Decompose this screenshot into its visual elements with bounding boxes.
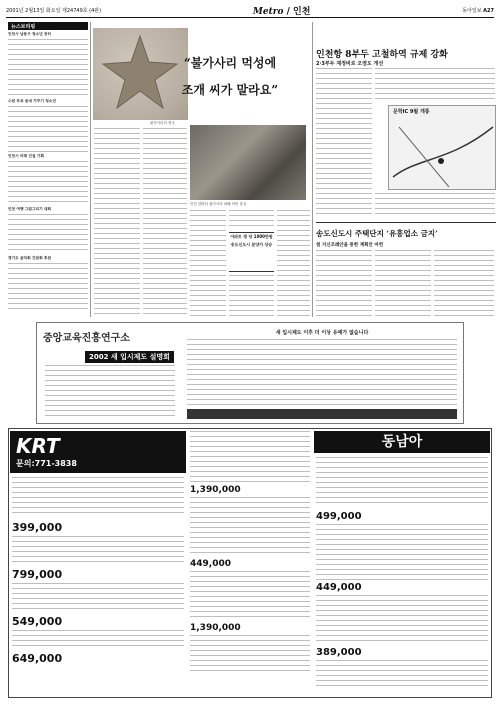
center-price: 1,390,000 [190,623,241,633]
center-price: 449,000 [190,559,231,569]
krt-logo: KRT [16,434,60,458]
krt-price: 399,000 [12,521,63,534]
sam-price: 499,000 [316,511,362,522]
krt-phone: 문의:771-3838 [16,459,77,468]
pull-quote: 아파트 평 당 1000만원 송도신도시 분양가 상승 [229,232,274,272]
briefs-title: 뉴스브리핑 [8,22,88,30]
southeast-asia-ad [314,431,490,695]
krt-price: 649,000 [12,652,63,665]
right-bottom-headline: 송도신도시 주택단지 ‘유흥업소 금지’ [316,229,438,238]
sam-price: 449,000 [316,582,362,593]
krt-ad [10,431,186,695]
sam-title: 동남아 [314,431,490,453]
page-header [6,4,494,18]
section-title: Metro / 인천 [252,7,311,17]
right-subhead: 2·3부두 재정비로 오염도 개선 [316,61,384,67]
paper-and-page: 동아일보 A27 [462,8,494,14]
krt-price: 799,000 [12,568,63,581]
sam-price: 389,000 [316,647,362,658]
center-price: 1,390,000 [190,485,241,495]
map-title: 문학IC 9월 개통 [393,109,430,115]
center-travel-ad [190,431,310,695]
ad-right-headline: 새 입시제도 이후 더 이상 유예가 없습니다 [275,330,369,336]
issue-info: 2001년 2월13일 화요일 제24749호 (4판) [6,8,102,14]
right-headline: 인천항 8부두 고철하역 규제 강화 [316,50,448,60]
krt-price: 549,000 [12,615,63,628]
lead-headline: “불가사리 먹성에 조개 씨가 말라요” [181,56,279,97]
photo-caption: 불가사리의 천국 [150,121,175,125]
briefs-list: 인천시 남동구 청소년 장터 수원 부곡 동네 가꾸기 청소년 인천시 미래 건설 기획 인천 여행 그림그리기 대회 경기도 음악회 간담회 후원 [8,32,88,315]
ad-event-title: 2002 새 입시제도 설명회 [85,351,174,363]
photo2-caption: 인천 앞바다 불가사리 피해 어민 울상 [190,202,247,206]
ad-brand: 중앙교육진흥연구소 [43,333,130,344]
tidal-flat-photo [190,125,306,200]
map-box [388,105,496,190]
right-bottom-subhead: 첨 지신조례안을 통한 계획안 마련 [316,243,384,248]
education-ad [36,322,464,424]
road-map-icon [389,117,497,189]
